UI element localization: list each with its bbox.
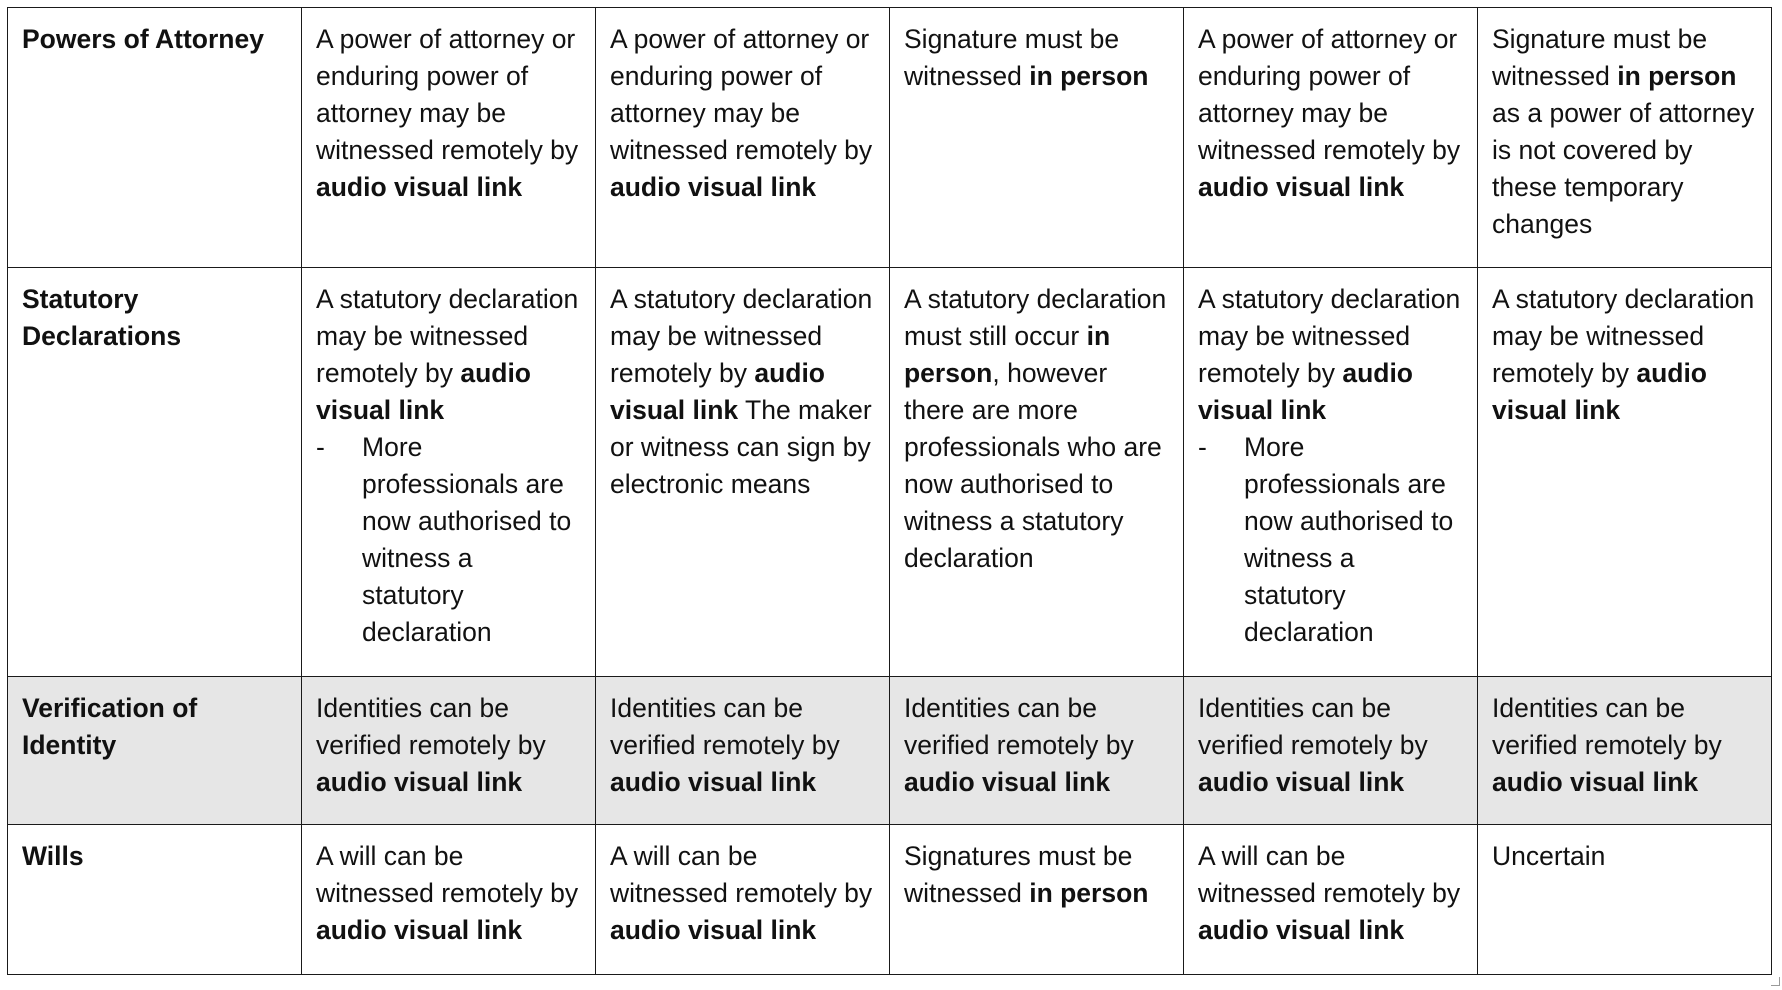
row-header-cell <box>8 825 302 975</box>
table-cell <box>890 268 1184 677</box>
table-row <box>8 268 1772 677</box>
table-row <box>8 677 1772 825</box>
table-cell <box>596 825 890 975</box>
text-segment: Identities can be verified remotely by <box>904 693 1134 760</box>
bold-text-segment: audio visual link <box>610 767 817 797</box>
table-cell <box>890 825 1184 975</box>
bold-text-segment: audio visual link <box>610 358 825 425</box>
bold-text-segment: audio visual link <box>316 358 531 425</box>
table-cell <box>1184 677 1478 825</box>
cell-text <box>1198 21 1463 206</box>
table-cell <box>890 677 1184 825</box>
bold-text-segment: audio visual link <box>1198 767 1405 797</box>
cell-text <box>904 690 1169 801</box>
bold-text-segment: in person <box>1617 61 1737 91</box>
table-body <box>8 8 1772 975</box>
table-cell <box>596 268 890 677</box>
cell-text <box>904 838 1169 912</box>
text-segment: Signatures must be witnessed <box>904 841 1133 908</box>
table-cell <box>1478 825 1772 975</box>
cell-text <box>1198 690 1463 801</box>
text-segment: Uncertain <box>1492 841 1606 871</box>
row-header-cell <box>8 8 302 268</box>
table-cell <box>596 8 890 268</box>
bold-text-segment: audio visual link <box>1492 358 1707 425</box>
table-cell <box>1184 268 1478 677</box>
table-cell <box>302 268 596 677</box>
text-segment: A statutory declaration may be witnessed remotely by <box>610 284 873 388</box>
row-header-label: Wills <box>22 841 84 871</box>
bullet-dash-icon: - <box>316 432 325 462</box>
row-header-cell <box>8 677 302 825</box>
bold-text-segment: audio visual link <box>904 767 1111 797</box>
text-segment: A power of attorney or enduring power of attorney may be witnessed remotely by <box>610 24 873 165</box>
text-segment: Identities can be verified remotely by <box>610 693 840 760</box>
bullet-text: More professionals are now authorised to witness a statutory declaration <box>1244 432 1454 647</box>
bullet-dash-icon: - <box>1198 432 1207 462</box>
text-segment: The maker or witness can sign by electronic means <box>610 395 872 499</box>
bold-text-segment: in person <box>1029 878 1149 908</box>
bold-text-segment: in person <box>904 321 1111 388</box>
bold-text-segment: audio visual link <box>1198 358 1413 425</box>
table-cell <box>302 825 596 975</box>
bold-text-segment: in person <box>1029 61 1149 91</box>
table-cell <box>890 8 1184 268</box>
cell-text <box>1198 838 1463 949</box>
bold-text-segment: audio visual link <box>1198 172 1405 202</box>
cell-text <box>316 838 581 949</box>
row-header-label: Statutory Declarations <box>22 284 182 351</box>
table-cell <box>1184 8 1478 268</box>
text-segment: A statutory declaration must still occur <box>904 284 1167 351</box>
cell-text <box>610 690 875 801</box>
text-segment: , however there are more professionals who are now authorised to witness a statutory declaration <box>904 358 1162 573</box>
cell-text <box>316 690 581 801</box>
bold-text-segment: audio visual link <box>1492 767 1699 797</box>
cell-text <box>316 281 581 429</box>
bold-text-segment: audio visual link <box>1198 915 1405 945</box>
cell-text <box>1492 690 1757 801</box>
cell-text <box>610 281 875 503</box>
text-segment: A power of attorney or enduring power of attorney may be witnessed remotely by <box>1198 24 1461 165</box>
text-segment: A power of attorney or enduring power of attorney may be witnessed remotely by <box>316 24 579 165</box>
bullet-item <box>1198 429 1463 651</box>
table-cell <box>1478 8 1772 268</box>
text-segment: A will can be witnessed remotely by <box>1198 841 1461 908</box>
cell-text <box>904 21 1169 95</box>
bold-text-segment: audio visual link <box>610 915 817 945</box>
cell-text <box>1492 281 1757 429</box>
text-segment: A will can be witnessed remotely by <box>316 841 579 908</box>
table-cell <box>596 677 890 825</box>
table-cell <box>302 8 596 268</box>
text-segment: A will can be witnessed remotely by <box>610 841 873 908</box>
cell-text <box>1492 838 1757 875</box>
bold-text-segment: audio visual link <box>316 172 523 202</box>
row-header-label: Powers of Attorney <box>22 24 264 54</box>
cell-text <box>1198 281 1463 429</box>
witnessing-requirements-table <box>7 7 1772 975</box>
text-segment: Identities can be verified remotely by <box>316 693 546 760</box>
bold-text-segment: audio visual link <box>316 767 523 797</box>
text-segment: Identities can be verified remotely by <box>1492 693 1722 760</box>
text-segment: A statutory declaration may be witnessed remotely by <box>1492 284 1755 388</box>
bullet-item <box>316 429 581 651</box>
text-segment: A statutory declaration may be witnessed remotely by <box>1198 284 1461 388</box>
row-header-label: Verification of Identity <box>22 693 198 760</box>
text-segment: Signature must be witnessed <box>1492 24 1708 91</box>
table-cell <box>1478 268 1772 677</box>
bullet-text: More professionals are now authorised to witness a statutory declaration <box>362 432 572 647</box>
table-row <box>8 8 1772 268</box>
cell-text <box>610 838 875 949</box>
table-resize-handle[interactable] <box>1771 977 1780 986</box>
text-segment: A statutory declaration may be witnessed remotely by <box>316 284 579 388</box>
table-row <box>8 825 1772 975</box>
text-segment: Signature must be witnessed <box>904 24 1120 91</box>
text-segment: Identities can be verified remotely by <box>1198 693 1428 760</box>
cell-text <box>904 281 1169 577</box>
table-cell <box>1478 677 1772 825</box>
cell-text <box>610 21 875 206</box>
text-segment: as a power of attorney is not covered by these temporary changes <box>1492 98 1755 239</box>
cell-text <box>316 21 581 206</box>
bold-text-segment: audio visual link <box>316 915 523 945</box>
cell-text <box>1492 21 1757 243</box>
row-header-cell <box>8 268 302 677</box>
table-cell <box>1184 825 1478 975</box>
bold-text-segment: audio visual link <box>610 172 817 202</box>
table-cell <box>302 677 596 825</box>
